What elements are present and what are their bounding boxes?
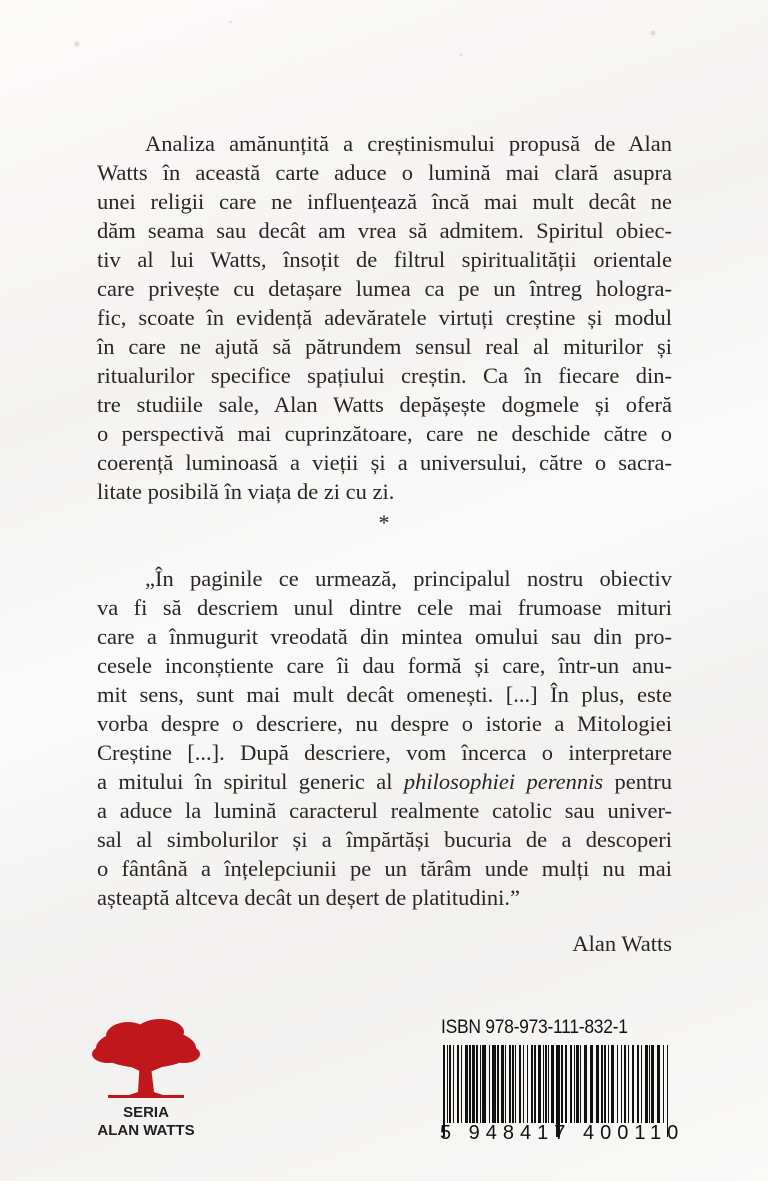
barcode-bar <box>584 1045 587 1123</box>
barcode-bar <box>465 1045 468 1123</box>
barcode-bar <box>515 1045 516 1123</box>
isbn-label: ISBN 978-973-111-832-1 <box>441 1017 628 1038</box>
text-line <box>97 187 672 216</box>
text-run: litate posibilă în viața de zi cu zi. <box>97 479 395 504</box>
text-run: pentru <box>603 769 672 794</box>
text-line <box>97 883 672 912</box>
text-run: coerență luminoasă a vieții și a universului, către o sacra- <box>97 450 672 475</box>
barcode-bar <box>489 1045 490 1123</box>
text-line <box>97 158 672 187</box>
barcode-bar <box>523 1045 524 1123</box>
text-run: a mitului în spiritul generic al <box>97 769 404 794</box>
text-run: vorba despre o descriere, nu despre o istorie a Mitologiei <box>97 711 672 736</box>
barcode-bar <box>663 1045 664 1123</box>
barcode-bar <box>512 1045 514 1123</box>
text-run: fic, scoate în evidență adevăratele virtuți creștine și modul <box>97 305 672 330</box>
text-run: dăm seama sau decât am vrea să admitem. Spiritul obiec- <box>97 218 672 243</box>
barcode-bar <box>604 1045 606 1123</box>
barcode-bar <box>570 1045 572 1123</box>
barcode-bar <box>543 1045 544 1123</box>
text-line <box>97 390 672 419</box>
text-run: care a înmugurit vreodată din mintea omului sau din pro- <box>97 624 672 649</box>
barcode-bar <box>505 1045 506 1123</box>
text-run: o perspectivă mai cuprinzătoare, care ne deschide către o <box>97 421 672 446</box>
barcode-bar <box>651 1045 654 1123</box>
barcode-bar <box>449 1045 451 1123</box>
description-paragraph <box>97 129 672 506</box>
barcode-bar <box>531 1045 533 1123</box>
text-line <box>97 651 672 680</box>
barcode-bar <box>461 1045 462 1123</box>
text-line <box>97 129 672 158</box>
quote-paragraph <box>97 564 672 912</box>
barcode-bar <box>601 1045 603 1123</box>
tree-icon <box>88 1018 204 1100</box>
text-run: așteaptă altceva decât un deșert de platitudini.” <box>97 885 520 910</box>
barcode-bar <box>476 1045 478 1123</box>
text-line <box>97 448 672 477</box>
text-line <box>97 854 672 883</box>
barcode-bar <box>645 1045 648 1123</box>
barcode-bar <box>492 1045 496 1123</box>
text-run: va fi să descriem unul dintre cele mai frumoase mituri <box>97 595 672 620</box>
barcode-bar <box>453 1045 454 1123</box>
barcode-bar <box>617 1045 618 1123</box>
barcode-bar <box>649 1045 650 1123</box>
barcode-bar <box>608 1045 609 1123</box>
text-line <box>97 622 672 651</box>
text-line <box>97 303 672 332</box>
barcode-bar <box>611 1045 614 1123</box>
text-run: Analiza amănunțită a creștinismului propusă de Alan <box>145 131 672 156</box>
text-run: în care ne ajută să pătrundem sensul real al miturilor și <box>97 334 672 359</box>
barcode-number: 5 948417 400110 <box>440 1122 685 1144</box>
barcode-bar <box>637 1045 639 1123</box>
barcode-bar <box>624 1045 626 1123</box>
italic-phrase: philosophiei perennis <box>403 769 604 794</box>
text-run: ritualurilor specifice spațiului creștin. Ca în fiecare din- <box>97 363 672 388</box>
text-line <box>97 361 672 390</box>
section-separator: * <box>378 510 390 535</box>
barcode-bar <box>576 1045 579 1123</box>
text-line <box>97 274 672 303</box>
text-line <box>97 332 672 361</box>
text-line <box>97 767 672 796</box>
text-run: Creștine [...]. După descriere, vom încerca o interpretare <box>97 740 672 765</box>
barcode-bar <box>469 1045 471 1123</box>
barcode-bar <box>551 1045 554 1123</box>
text-line <box>97 796 672 825</box>
barcode-bar <box>501 1045 504 1123</box>
barcode-bar <box>580 1045 581 1123</box>
text-line <box>97 564 672 593</box>
text-run: care privește cu detașare lumea ca pe un întreg hologra- <box>97 276 672 301</box>
barcode-bar <box>538 1045 541 1123</box>
text-line <box>97 419 672 448</box>
text-run: tre studiile sale, Alan Watts depășește dogmele și oferă <box>97 392 672 417</box>
text-line <box>97 825 672 854</box>
text-line <box>97 709 672 738</box>
barcode-bar <box>590 1045 593 1123</box>
text-run: Watts în această carte aduce o lumină mai clară asupra <box>97 160 672 185</box>
text-run: „În paginile ce urmează, principalul nostru obiectiv <box>145 566 672 591</box>
barcode-bar <box>509 1045 511 1123</box>
text-run: tiv al lui Watts, însoțit de filtrul spiritualității orientale <box>97 247 672 272</box>
series-logo <box>88 1018 204 1140</box>
barcode-bar <box>565 1045 567 1123</box>
barcode-bar <box>628 1045 629 1123</box>
text-run: mit sens, sunt mai mult decât omenești. [...] În plus, este <box>97 682 672 707</box>
decorative-speckles <box>0 0 768 110</box>
text-line <box>97 245 672 274</box>
barcode-bar <box>519 1045 521 1123</box>
barcode-bar <box>657 1045 660 1123</box>
barcode-bar <box>561 1045 563 1123</box>
barcode-bar <box>527 1045 528 1123</box>
text-run: o fântână a înțelepciunii pe un tărâm unde mulți nu mai <box>97 856 672 881</box>
text-run: a aduce la lumină caracterul realmente catolic sau univer- <box>97 798 672 823</box>
barcode-bar <box>482 1045 486 1123</box>
barcode-bar <box>621 1045 622 1123</box>
quote-author: Alan Watts <box>572 931 672 956</box>
text-line <box>97 738 672 767</box>
text-line <box>97 477 672 506</box>
barcode-bar <box>545 1045 547 1123</box>
barcode-bar <box>632 1045 634 1123</box>
barcode-bar <box>447 1045 448 1123</box>
text-run: unei religii care ne influențează încă mai mult decât ne <box>97 189 672 214</box>
text-run: sal al simbolurilor și a împărtăși bucuria de a descoperi <box>97 827 672 852</box>
text-line <box>97 593 672 622</box>
text-run: cesele inconștiente care îi dau formă și care, într-un anu- <box>97 653 672 678</box>
barcode-bar <box>457 1045 459 1123</box>
barcode-bar <box>596 1045 599 1123</box>
barcode-bar <box>534 1045 536 1123</box>
barcode-bar <box>472 1045 475 1123</box>
barcode-bar <box>480 1045 481 1123</box>
logo-line2: ALAN WATTS <box>97 1122 195 1139</box>
barcode-bar <box>497 1045 499 1123</box>
text-line <box>97 680 672 709</box>
barcode-bar <box>641 1045 642 1123</box>
logo-line1: SERIA <box>123 1104 169 1121</box>
barcode-bar <box>548 1045 549 1123</box>
text-line <box>97 216 672 245</box>
barcode-bar <box>574 1045 575 1123</box>
